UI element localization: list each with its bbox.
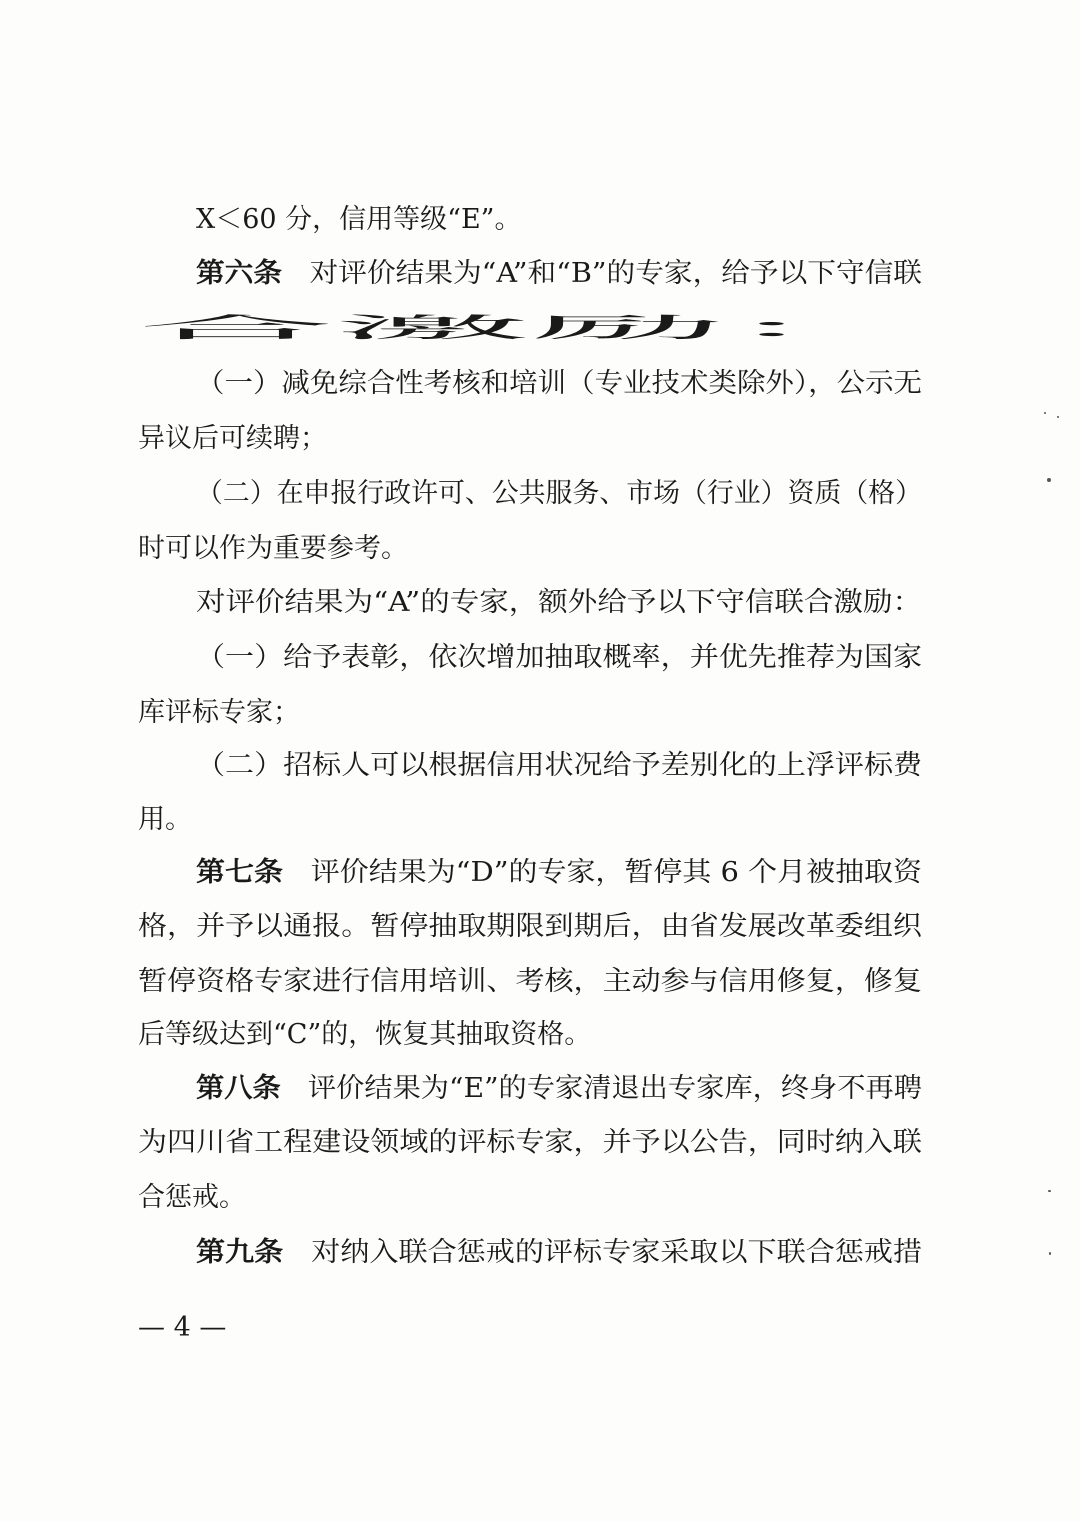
text-line-6: （二）在申报行政许可、公共服务、市场（行业）资质（格） (196, 478, 923, 509)
article-8-text: 评价结果为“E”的专家清退出专家库，终身不再聘 (307, 1073, 922, 1104)
text-line-1: X＜60 分，信用等级“E”。 (196, 204, 522, 235)
text-line-16: 后等级达到“C”的，恢复其抽取资格。 (138, 1019, 592, 1050)
article-6-text: 对评价结果为“A”和“B”的专家，给予以下守信联 (309, 258, 922, 289)
text-line-5: 异议后可续聘； (138, 423, 327, 454)
text-line-4: （一）减免综合性考核和培训（专业技术类除外），公示无 (196, 368, 923, 399)
text-line-18: 为四川省工程建设领域的评标专家，并予以公告，同时纳入联 (138, 1127, 922, 1158)
text-line-7: 时可以作为重要参考。 (138, 533, 408, 564)
scan-speck (1047, 478, 1051, 482)
article-9-text: 对纳入联合惩戒的评标专家采取以下联合惩戒措 (311, 1237, 923, 1268)
text-line-12: 用。 (138, 804, 192, 835)
text-line-8: 对评价结果为“A”的专家，额外给予以下守信联合激励： (196, 587, 922, 618)
scan-speck (1044, 412, 1046, 414)
article-9-line (0, 1233, 1080, 1273)
text-line-19: 合惩戒。 (138, 1182, 246, 1213)
scan-speck (1057, 416, 1059, 418)
article-7-line (0, 853, 1080, 893)
text-line-10: 库评标专家； (138, 697, 300, 728)
scan-speck (1049, 1252, 1051, 1255)
article-6-line (0, 254, 1080, 294)
scan-speck (1048, 1190, 1051, 1192)
text-line-11: （二）招标人可以根据信用状况给予差别化的上浮评标费 (196, 750, 923, 781)
page-number: — 4 — (138, 1312, 227, 1343)
article-9-heading: 第九条 (196, 1237, 284, 1268)
article-8-heading: 第八条 (196, 1073, 281, 1104)
article-7-text: 评价结果为“D”的专家，暂停其 6 个月被抽取资 (310, 857, 923, 888)
text-line-15: 暂停资格专家进行信用培训、考核，主动参与信用修复，修复 (138, 966, 922, 997)
article-8-line (0, 1069, 1080, 1109)
article-6-heading: 第六条 (196, 258, 283, 289)
text-line-14: 格，并予以通报。暂停抽取期限到期后，由省发展改革委组织 (138, 911, 922, 942)
article-7-heading: 第七条 (196, 857, 283, 888)
text-line-3: 合激励： (138, 313, 923, 344)
text-line-9: （一）给予表彰，依次增加抽取概率，并优先推荐为国家 (196, 642, 923, 673)
